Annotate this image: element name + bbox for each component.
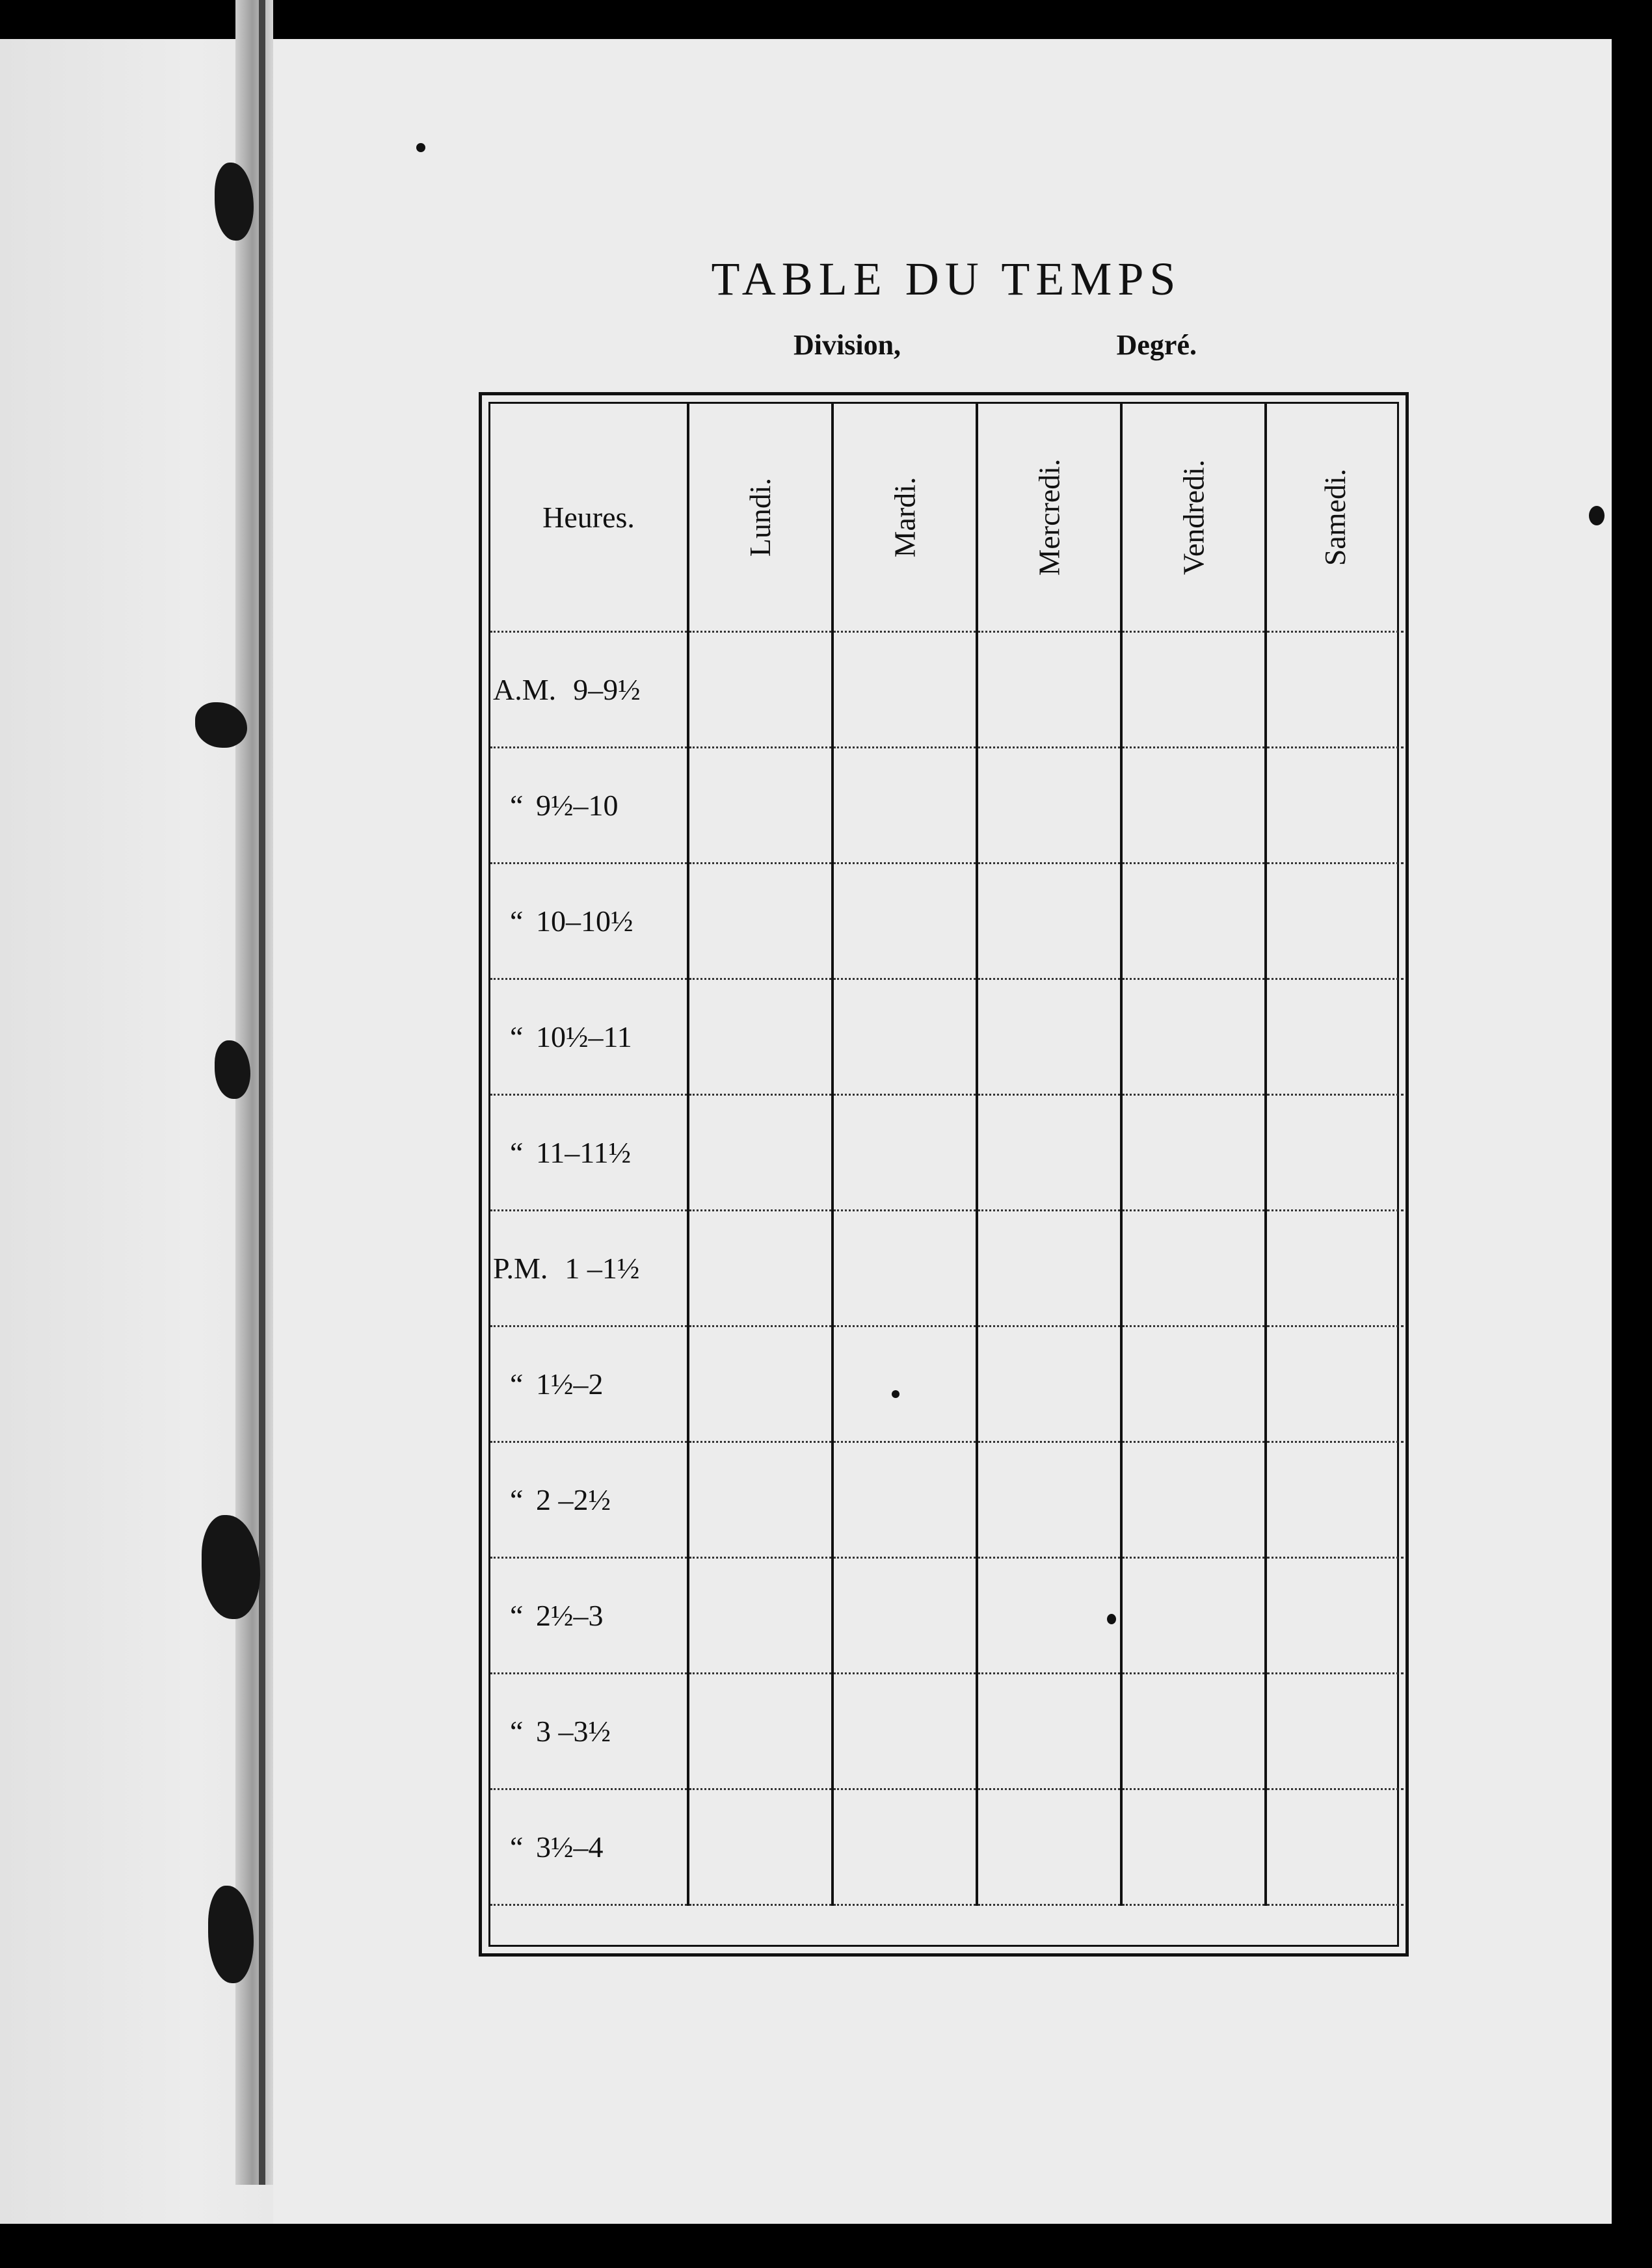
degree-label: Degré.: [1116, 329, 1197, 361]
schedule-cell: [688, 979, 833, 1094]
schedule-cell: [1266, 1094, 1404, 1210]
time-slot-range: 1 –1½: [565, 1251, 640, 1285]
schedule-cell: [833, 1789, 977, 1905]
time-slot-label: [490, 747, 688, 863]
schedule-cell: [688, 863, 833, 979]
time-slot-prefix: “: [510, 1598, 524, 1632]
schedule-cell: [688, 1094, 833, 1210]
time-slot-label: [490, 979, 688, 1094]
ink-speck: [416, 143, 425, 152]
schedule-cell: [833, 1557, 977, 1673]
time-slot-range: 9½–10: [536, 788, 619, 822]
day-header-mardi: Mardi.: [833, 404, 977, 631]
schedule-cell: [688, 747, 833, 863]
time-slot-prefix: “: [510, 1714, 524, 1748]
schedule-cell: [977, 1789, 1121, 1905]
header-row: [490, 404, 1404, 631]
schedule-cell: [977, 1673, 1121, 1789]
schedule-cell: [977, 1210, 1121, 1326]
day-header-mercredi: Mercredi.: [977, 404, 1121, 631]
schedule-cell: [688, 1326, 833, 1442]
schedule-cell: [1266, 979, 1404, 1094]
hours-header: Heures.: [490, 404, 688, 631]
day-header-lundi: Lundi.: [688, 404, 833, 631]
schedule-cell: [1266, 1557, 1404, 1673]
schedule-cell: [833, 1326, 977, 1442]
time-slot-label: [490, 1557, 688, 1673]
schedule-cell: [688, 1442, 833, 1557]
schedule-cell: [977, 1557, 1121, 1673]
schedule-cell: [1266, 863, 1404, 979]
day-header-samedi: Samedi.: [1266, 404, 1404, 631]
schedule-cell: [1266, 1673, 1404, 1789]
time-slot-row: [490, 1789, 1404, 1905]
time-slot-prefix: A.M.: [493, 672, 557, 706]
schedule-cell: [1121, 631, 1266, 747]
schedule-cell: [833, 979, 977, 1094]
schedule-cell: [688, 1789, 833, 1905]
schedule-cell: [1266, 1326, 1404, 1442]
time-slot-prefix: “: [510, 1020, 524, 1053]
timetable-frame: [479, 392, 1409, 1957]
time-slot-label: [490, 1442, 688, 1557]
time-slot-range: 11–11½: [536, 1135, 632, 1169]
schedule-cell: [833, 1673, 977, 1789]
time-slot-prefix: “: [510, 788, 524, 822]
binding-edge: [259, 0, 265, 2185]
time-slot-row: [490, 979, 1404, 1094]
schedule-cell: [833, 1210, 977, 1326]
schedule-cell: [977, 979, 1121, 1094]
time-slot-row: [490, 1442, 1404, 1557]
time-slot-label: [490, 631, 688, 747]
schedule-cell: [977, 1442, 1121, 1557]
schedule-cell: [1121, 979, 1266, 1094]
time-slot-range: 1½–2: [536, 1367, 604, 1401]
time-slot-prefix: “: [510, 1367, 524, 1401]
schedule-cell: [977, 1094, 1121, 1210]
timetable: [490, 404, 1404, 1946]
schedule-cell: [833, 1442, 977, 1557]
time-slot-range: 3 –3½: [536, 1714, 611, 1748]
time-slot-prefix: “: [510, 904, 524, 938]
schedule-cell: [688, 1210, 833, 1326]
time-slot-prefix: P.M.: [493, 1251, 548, 1285]
time-slot-row: [490, 1094, 1404, 1210]
division-label: Division,: [793, 329, 901, 361]
schedule-cell: [1266, 631, 1404, 747]
time-slot-row: [490, 1210, 1404, 1326]
time-slot-prefix: “: [510, 1830, 524, 1864]
schedule-cell: [833, 1094, 977, 1210]
blank-footer-row: [490, 1905, 1404, 1946]
time-slot-row: [490, 1326, 1404, 1442]
schedule-cell: [1121, 1673, 1266, 1789]
ink-speck: [1589, 506, 1605, 525]
schedule-cell: [688, 1673, 833, 1789]
schedule-cell: [1121, 1557, 1266, 1673]
schedule-cell: [833, 863, 977, 979]
day-header-vendredi: Vendredi.: [1121, 404, 1266, 631]
schedule-cell: [977, 1326, 1121, 1442]
time-slot-range: 10–10½: [536, 904, 633, 938]
schedule-cell: [1121, 747, 1266, 863]
schedule-cell: [688, 631, 833, 747]
time-slot-prefix: “: [510, 1483, 524, 1516]
time-slot-label: [490, 1210, 688, 1326]
time-slot-prefix: “: [510, 1135, 524, 1169]
schedule-cell: [833, 631, 977, 747]
ink-speck: [892, 1390, 899, 1398]
schedule-cell: [1121, 1210, 1266, 1326]
schedule-cell: [1266, 1442, 1404, 1557]
time-slot-label: [490, 1673, 688, 1789]
time-slot-row: [490, 631, 1404, 747]
ink-speck: [1107, 1614, 1116, 1624]
time-slot-range: 3½–4: [536, 1830, 604, 1864]
time-slot-range: 2 –2½: [536, 1483, 611, 1516]
time-slot-range: 10½–11: [536, 1020, 632, 1053]
time-slot-label: [490, 1326, 688, 1442]
schedule-cell: [688, 1557, 833, 1673]
time-slot-row: [490, 1557, 1404, 1673]
time-slot-label: [490, 1789, 688, 1905]
schedule-cell: [833, 747, 977, 863]
schedule-cell: [977, 863, 1121, 979]
schedule-cell: [1121, 863, 1266, 979]
time-slot-label: [490, 863, 688, 979]
time-slot-row: [490, 1673, 1404, 1789]
time-slot-row: [490, 747, 1404, 863]
schedule-cell: [1121, 1442, 1266, 1557]
schedule-cell: [1121, 1326, 1266, 1442]
schedule-cell: [977, 747, 1121, 863]
schedule-cell: [1266, 1210, 1404, 1326]
timetable-inner-border: [488, 402, 1399, 1947]
subtitle: [793, 328, 1197, 362]
schedule-cell: [1266, 747, 1404, 863]
time-slot-label: [490, 1094, 688, 1210]
time-slot-range: 9–9½: [573, 672, 641, 706]
schedule-cell: [1266, 1789, 1404, 1905]
schedule-cell: [1121, 1789, 1266, 1905]
time-slot-row: [490, 863, 1404, 979]
page-title: TABLE DU TEMPS: [711, 253, 1182, 305]
schedule-cell: [1121, 1094, 1266, 1210]
schedule-cell: [977, 631, 1121, 747]
time-slot-range: 2½–3: [536, 1598, 604, 1632]
